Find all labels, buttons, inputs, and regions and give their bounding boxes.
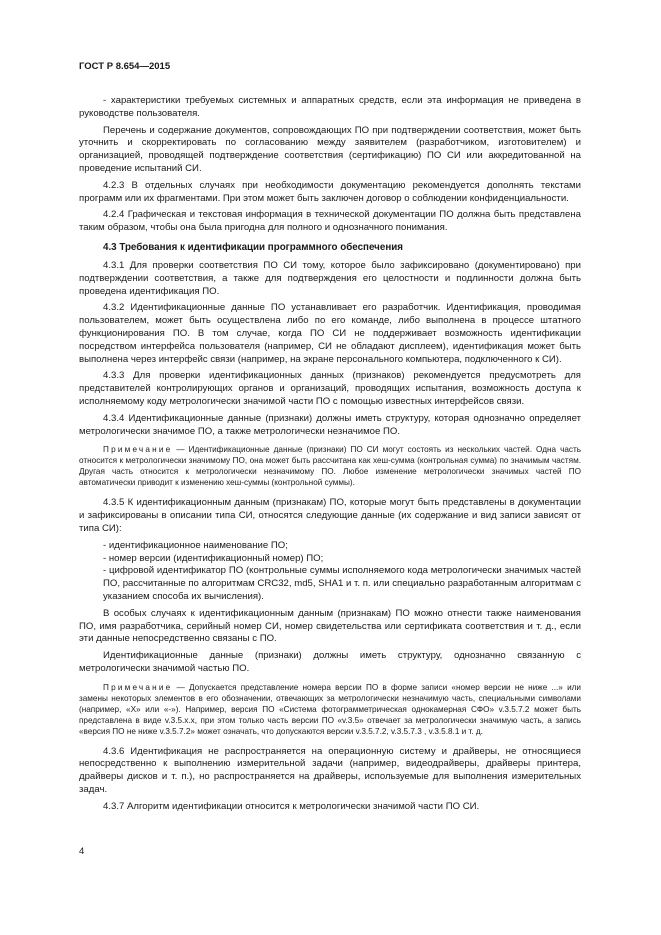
page-number: 4 bbox=[79, 846, 85, 857]
note bbox=[79, 444, 581, 488]
document-header: ГОСТ Р 8.654—2015 bbox=[79, 61, 171, 72]
note-text: — Допускается представление номера версии ПО в форме записи «номер версии не ниже ...» или замены некоторых элементов в его обозначении, отвечающих за метрологически незначимую часть, специальными символами (например, «X» или «-»). Например, версия ПО «Система фотограмметрическая однокамерная СФО» v.3.5.7.2 может быть представлена в виде v.3.5.x.x, при этом только часть версии ПО «v.3.5» отвечает за метрологически значимую часть, а запись «версия ПО не ниже v.3.5.7.2» может означать, что допускаются версии v.3.5.7.2, v.3.5.7.3 , v.3.5.8.1 и т. д. bbox=[79, 682, 581, 736]
paragraph: 4.3.6 Идентификация не распространяется на операционную систему и драйверы, не относящиеся непосредственно к выполнению измерительной задачи (например, видеодрайверы, драйверы принтера, драйверы дисков и т. п.), но распространяется на драйверы, используемые для выполнения измерительных задач. bbox=[79, 745, 581, 796]
paragraph: 4.2.4 Графическая и текстовая информация в технической документации ПО должна быть представлена таким образом, чтобы она была пригодна для полного и однозначного понимания. bbox=[79, 209, 581, 234]
paragraph: 4.3.4 Идентификационные данные (признаки) должны иметь структуру, которая однозначно определяет метрологически значимое ПО, а также метрологически незначимое ПО. bbox=[79, 412, 581, 437]
paragraph: 4.2.3 В отдельных случаях при необходимости документацию рекомендуется дополнять текстами программ или их фрагментами. При этом может быть заключен договор о соблюдении конфиденциальности. bbox=[79, 179, 581, 204]
note bbox=[79, 682, 581, 737]
paragraph: 4.3.1 Для проверки соответствия ПО СИ тому, которое было зафиксировано (документировано) при подтверждении соответствия, а также для подтверждения его целостности и подлинности должна быть проведена идентификация ПО. bbox=[79, 259, 581, 297]
paragraph: 4.3.2 Идентификационные данные ПО устанавливает его разработчик. Идентификация, проводимая пользователем, может быть осуществлена либо по его команде, либо выполнена в процессе штатного функционирования ПО. В том случае, когда ПО СИ не поддерживает возможность идентификации посредством интерфейса пользователя (например, СИ не обладают дисплеем), идентификация может быть выполнена через интерфейс связи (например, на экране персонального компьютера, подключенного к СИ). bbox=[79, 302, 581, 365]
note-label: Примечание bbox=[103, 445, 173, 455]
paragraph: 4.3.3 Для проверки идентификационных данных (признаков) рекомендуется предусмотреть для представителей контролирующих органов и организаций, проводящих испытания, возможность доступа к исполняемому коду метрологически значимой части ПО с помощью известных интерфейсов связи. bbox=[79, 370, 581, 407]
paragraph: В особых случаях к идентификационным данным (признакам) ПО можно отнести также наименования ПО, имя разработчика, серийный номер СИ, номер свидетельства или сертификата соответствия и т. д., если эти данные непосредственно связаны с ПО. bbox=[79, 607, 581, 645]
note-text: — Идентификационные данные (признаки) ПО СИ могут состоять из нескольких частей. Одна часть относится к метрологически значимому ПО, она может быть рассчитана как хеш-сумма (контрольная сумма) по значимым частям. Другая часть относится к метрологически незначимому ПО. Любое изменение метрологически значимых частей ПО автоматически приводит к изменению хеш-суммы (контрольной суммы). bbox=[79, 445, 581, 488]
list-item: - идентификационное наименование ПО; bbox=[103, 539, 288, 551]
section-heading: 4.3 Требования к идентификации программного обеспечения bbox=[103, 241, 403, 253]
list-item: - цифровой идентификатор ПО (контрольные суммы исполняемого кода метрологически значимых частей ПО, рассчитанные по алгоритмам CRC32, md5, SHA1 и т. п. или специально разработанным алгоритмам с указанием способа их вычисления). bbox=[103, 565, 581, 602]
paragraph: - характеристики требуемых системных и аппаратных средств, если эта информация не приведена в руководстве пользователя. bbox=[79, 95, 581, 119]
note-label: Примечание bbox=[103, 682, 173, 692]
document-body bbox=[79, 95, 581, 818]
paragraph: Перечень и содержание документов, сопровождающих ПО при подтверждении соответствия, может быть уточнить и скорректировать по согласованию между заявителем (разработчиком, изготовителем) и организацией, проводящей подтверждение соответствия (сертификацию) ПО СИ или аккредитованной на проведение испытаний СИ. bbox=[79, 124, 581, 174]
paragraph: 4.3.7 Алгоритм идентификации относится к метрологически значимой части ПО СИ. bbox=[103, 800, 480, 812]
list-item: - номер версии (идентификационный номер) ПО; bbox=[103, 552, 324, 564]
paragraph: 4.3.5 К идентификационным данным (признакам) ПО, которые могут быть представлены в документации и зафиксированы в описании типа СИ, относятся следующие данные (их содержание и вид записи зависят от типа СИ): bbox=[79, 497, 581, 534]
paragraph: Идентификационные данные (признаки) должны иметь структуру, однозначно связанную с метрологически значимой частью ПО. bbox=[79, 650, 581, 674]
